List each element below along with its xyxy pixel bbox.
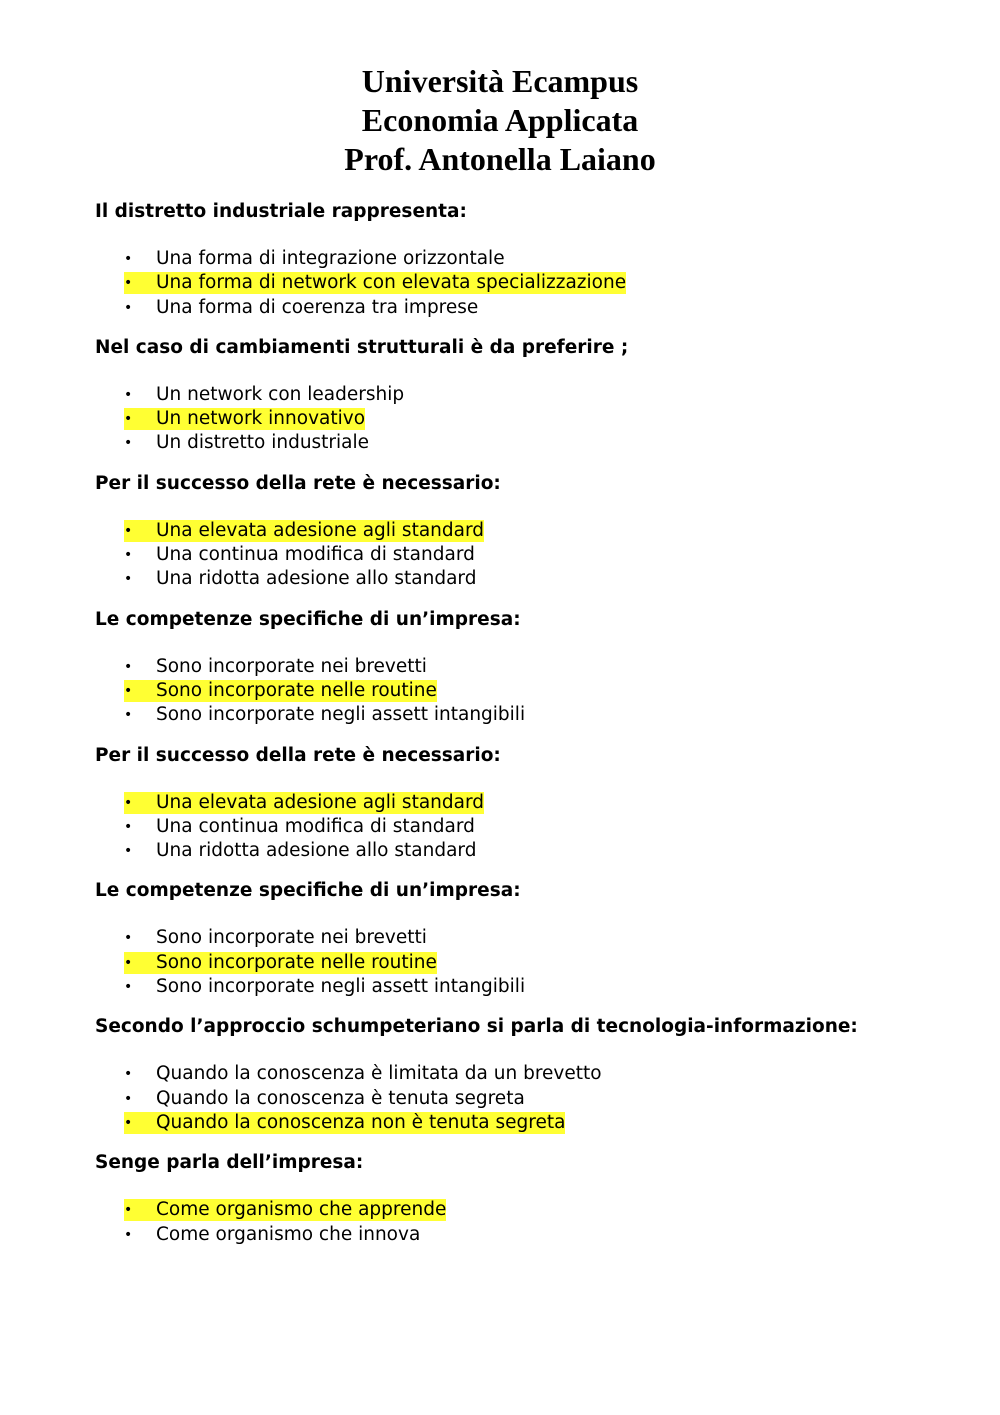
bullet-icon: • [124, 707, 133, 724]
bullet-icon: • [124, 251, 133, 267]
question-text: Per il successo della rete è necessario: [95, 744, 501, 766]
option-item-correct [95, 519, 955, 543]
option-item [95, 431, 955, 455]
bullet-icon: • [124, 1226, 133, 1243]
bullet-icon: • [124, 658, 133, 675]
option-list [95, 247, 955, 320]
bullet-icon: • [124, 979, 133, 996]
option-item [95, 383, 955, 407]
bullet-icon: • [124, 435, 133, 452]
option-item-correct [95, 407, 955, 431]
option-item [95, 247, 955, 271]
option-label: Una forma di network con elevata specializzazione [156, 272, 627, 294]
option-label: Sono incorporate negli assett intangibili [156, 704, 526, 726]
bullet-icon: • [124, 1090, 133, 1107]
question-list [95, 199, 955, 1262]
question-block [95, 607, 955, 728]
bullet-icon: • [124, 547, 133, 564]
option-label: Un network con leadership [156, 383, 405, 405]
option-list [95, 519, 955, 592]
option-list [95, 383, 955, 456]
option-item [95, 296, 955, 320]
option-label: Sono incorporate negli assett intangibili [156, 976, 526, 998]
bullet-icon: • [124, 954, 133, 971]
course-name: Economia Applicata [361, 102, 639, 138]
option-label: Una elevata adesione agli standard [156, 791, 484, 813]
bullet-icon: • [124, 818, 133, 835]
option-list [95, 655, 955, 728]
bullet-icon: • [124, 1066, 133, 1083]
question-block [95, 1014, 955, 1135]
option-label: Una forma di coerenza tra imprese [156, 296, 479, 318]
option-list [95, 1198, 955, 1247]
option-label: Una ridotta adesione allo standard [156, 568, 477, 590]
question-text: Il distretto industriale rappresenta: [95, 201, 467, 222]
option-item-correct [95, 951, 955, 975]
bullet-icon: • [124, 411, 133, 428]
option-item [95, 1087, 955, 1111]
bullet-icon: • [124, 930, 133, 947]
option-label: Come organismo che innova [156, 1223, 421, 1245]
question-block [95, 1150, 955, 1247]
option-list [95, 926, 955, 999]
bullet-icon: • [124, 522, 133, 539]
option-label: Quando la conoscenza è limitata da un brevetto [156, 1063, 602, 1085]
option-label: Una ridotta adesione allo standard [156, 840, 477, 862]
option-label: Quando la conoscenza è tenuta segreta [156, 1087, 525, 1109]
bullet-icon: • [124, 1202, 133, 1219]
bullet-icon: • [124, 299, 133, 316]
question-block [95, 878, 955, 999]
document-header [0, 62, 1000, 179]
option-list [95, 791, 955, 864]
bullet-icon: • [124, 571, 133, 588]
option-label: Una continua modifica di standard [156, 544, 475, 566]
option-item-correct [95, 1111, 955, 1135]
question-block [95, 471, 955, 592]
option-label: Una continua modifica di standard [156, 815, 475, 837]
bullet-icon: • [124, 386, 133, 403]
question-block [95, 335, 955, 456]
bullet-icon: • [124, 1114, 133, 1131]
bullet-icon: • [124, 794, 133, 811]
option-item [95, 1223, 955, 1247]
option-item [95, 926, 955, 950]
option-item [95, 815, 955, 839]
option-item [95, 839, 955, 863]
option-label: Una elevata adesione agli standard [156, 519, 484, 541]
option-item [95, 543, 955, 567]
option-label: Una forma di integrazione orizzontale [156, 248, 505, 269]
option-item [95, 703, 955, 727]
question-text: Secondo l’approccio schumpeteriano si parla di tecnologia-informazione: [95, 1016, 858, 1038]
bullet-icon: • [124, 275, 133, 292]
option-label: Sono incorporate nei brevetti [156, 927, 427, 949]
question-text: Le competenze specifiche di un’impresa: [95, 608, 521, 630]
option-label: Un network innovativo [156, 408, 366, 430]
option-item-correct [95, 791, 955, 815]
question-text: Per il successo della rete è necessario: [95, 472, 501, 494]
option-label: Come organismo che apprende [156, 1199, 447, 1221]
option-label: Sono incorporate nei brevetti [156, 655, 427, 677]
option-label: Sono incorporate nelle routine [156, 951, 437, 973]
option-label: Un distretto industriale [156, 432, 370, 454]
option-item [95, 975, 955, 999]
option-list [95, 1062, 955, 1135]
question-block [95, 199, 955, 320]
option-label: Sono incorporate nelle routine [156, 679, 437, 701]
option-item [95, 655, 955, 679]
question-text: Nel caso di cambiamenti strutturali è da preferire ; [95, 336, 629, 358]
university-name: Università Ecampus [361, 63, 639, 99]
bullet-icon: • [124, 682, 133, 699]
option-item [95, 567, 955, 591]
option-item-correct [95, 1198, 955, 1222]
option-item-correct [95, 271, 955, 295]
option-label: Quando la conoscenza non è tenuta segreta [156, 1111, 566, 1133]
question-text: Senge parla dell’impresa: [95, 1152, 364, 1174]
bullet-icon: • [124, 843, 133, 860]
option-item-correct [95, 679, 955, 703]
question-block [95, 743, 955, 864]
option-item [95, 1062, 955, 1086]
question-text: Le competenze specifiche di un’impresa: [95, 880, 521, 902]
professor-name: Prof. Antonella Laiano [344, 141, 656, 177]
